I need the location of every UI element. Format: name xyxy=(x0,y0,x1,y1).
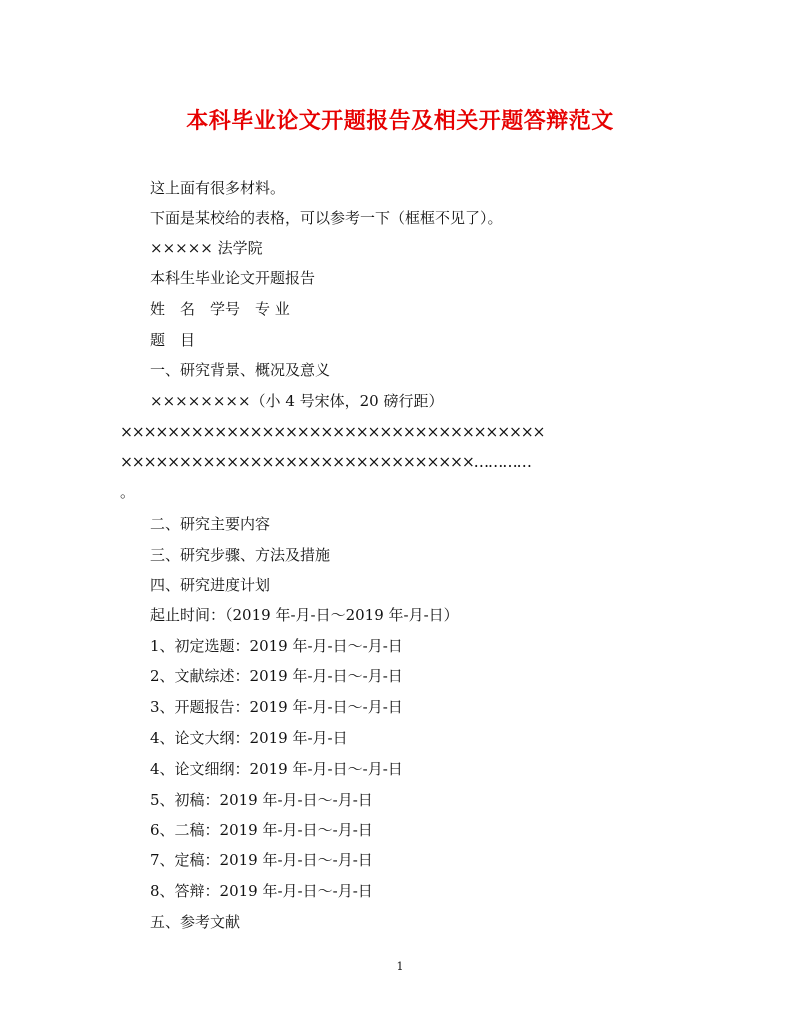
placeholder-row-1: ×××××××××××××××××××××××××××××××××××× xyxy=(120,423,545,441)
text-line-name-fields: 姓 名 学号 专 业 xyxy=(150,300,290,318)
schedule-item: 2、文献综述：2019 年-月-日～-月-日 xyxy=(150,667,403,685)
section-heading-methods: 三、研究步骤、方法及措施 xyxy=(150,546,331,564)
text-line-report-heading: 本科生毕业论文开题报告 xyxy=(150,269,316,287)
section-heading-references: 五、参考文献 xyxy=(150,913,241,931)
schedule-item: 3、开题报告：2019 年-月-日～-月-日 xyxy=(150,698,403,716)
schedule-item: 8、答辩：2019 年-月-日～-月-日 xyxy=(150,882,373,900)
text-line-intro: 这上面有很多材料。 xyxy=(150,179,286,197)
text-line-date-range: 起止时间：（2019 年-月-日～2019 年-月-日） xyxy=(150,606,459,624)
schedule-item: 5、初稿：2019 年-月-日～-月-日 xyxy=(150,791,373,809)
schedule-item: 6、二稿：2019 年-月-日～-月-日 xyxy=(150,821,373,839)
placeholder-row-2: ××××××××××××××××××××××××××××××………… xyxy=(120,453,531,471)
schedule-item: 4、论文细纲：2019 年-月-日～-月-日 xyxy=(150,760,403,778)
text-line-school: ××××× 法学院 xyxy=(150,239,263,257)
schedule-item: 7、定稿：2019 年-月-日～-月-日 xyxy=(150,851,373,869)
schedule-item: 1、初定选题：2019 年-月-日～-月-日 xyxy=(150,637,403,655)
schedule-item: 4、论文大纲：2019 年-月-日 xyxy=(150,729,348,747)
text-line-topic-field: 题 目 xyxy=(150,331,196,349)
document-title: 本科毕业论文开题报告及相关开题答辩范文 xyxy=(186,108,614,134)
section-heading-content: 二、研究主要内容 xyxy=(150,515,271,533)
page-number: 1 xyxy=(396,960,404,973)
text-line-form-note: 下面是某校给的表格，可以参考一下（框框不见了）。 xyxy=(150,209,503,227)
text-line-format-note: ××××××××（小 4 号宋体，20 磅行距） xyxy=(150,392,444,410)
text-line-period: 。 xyxy=(120,483,136,501)
section-heading-background: 一、研究背景、概况及意义 xyxy=(150,361,331,379)
section-heading-schedule: 四、研究进度计划 xyxy=(150,576,271,594)
